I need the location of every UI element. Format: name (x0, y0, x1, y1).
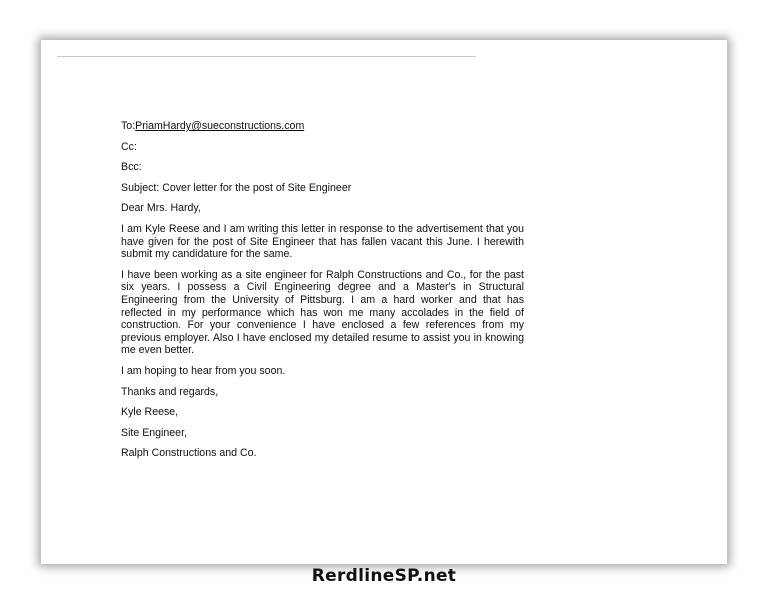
paragraph-experience: I have been working as a site engineer for Ralph Constructions and Co., for the past six years. I possess a Civil Engineering degree and a Master's in Structural Engineering from the University of Pittsburg. I am a hard worker and that has reflected in my performance which has won me many accolades in the field of construction. For your convenience I have enclosed a few references from my previous employer. Also I have enclosed my detailed resume to assist you in knowing me even better. (121, 268, 524, 357)
signature-company: Ralph Constructions and Co. (121, 447, 257, 460)
letter-body (121, 120, 524, 468)
header-rule (57, 56, 476, 57)
paragraph-intro: I am Kyle Reese and I am writing this letter in response to the advertisement that you have given for the post of Site Engineer that has fallen vacant this June. I herewith submit my candidature for the same. (121, 222, 524, 261)
signature-name: Kyle Reese, (121, 406, 179, 419)
signoff: Thanks and regards, (121, 385, 219, 398)
cc-line: Cc: (121, 140, 137, 153)
closing-line: I am hoping to hear from you soon. (121, 364, 286, 377)
bcc-line: Bcc: (121, 161, 142, 174)
signature-title: Site Engineer, (121, 426, 187, 439)
to-label: To: (121, 120, 136, 132)
to-email-link[interactable]: PriamHardy@sueconstructions.com (135, 120, 305, 132)
site-watermark: RerdlineSP.net (311, 566, 457, 586)
subject-line: Subject: Cover letter for the post of Site Engineer (121, 181, 352, 194)
to-line (121, 120, 524, 133)
document-page (41, 40, 727, 564)
salutation: Dear Mrs. Hardy, (121, 202, 201, 215)
